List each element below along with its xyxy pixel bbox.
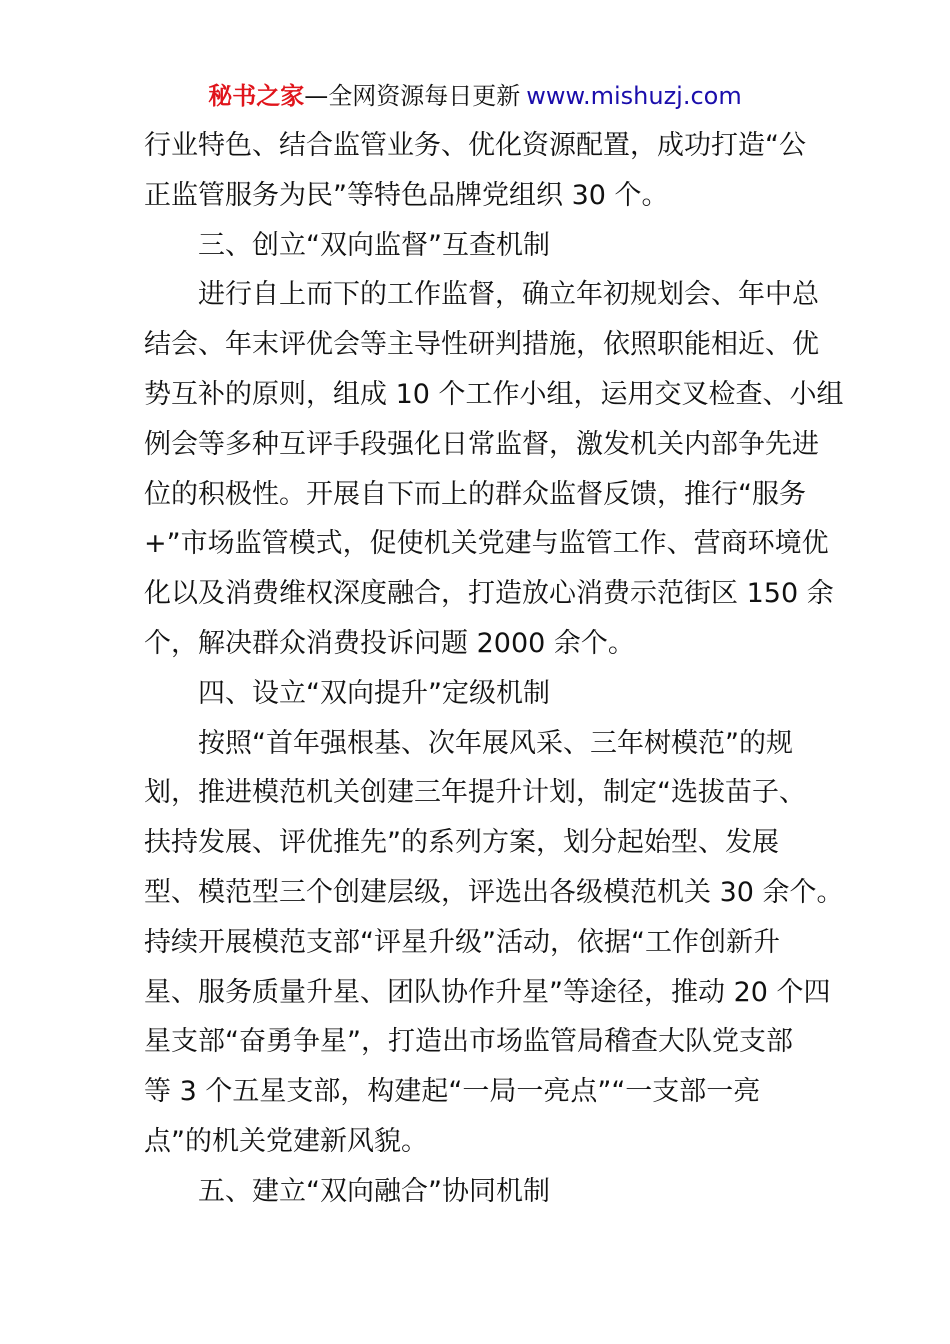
brand-name: 秘书之家 bbox=[208, 82, 305, 110]
body-line: 行业特色、结合监管业务、优化资源配置，成功打造“公 bbox=[144, 130, 806, 161]
body-line: 进行自上而下的工作监督，确立年初规划会、年中总 bbox=[144, 279, 819, 311]
body-line: 型、模范型三个创建层级，评选出各级模范机关 30 余个。 bbox=[144, 876, 844, 908]
body-line: +”市场监管模式，促使机关党建与监管工作、营商环境优 bbox=[144, 528, 829, 560]
section-heading: 四、设立“双向提升”定级机制 bbox=[144, 677, 550, 709]
site-url-link[interactable]: www.mishuzj.com bbox=[526, 82, 742, 110]
section-heading: 五、建立“双向融合”协同机制 bbox=[144, 1175, 550, 1207]
body-line: 例会等多种互评手段强化日常监督，激发机关内部争先进 bbox=[144, 428, 819, 460]
body-line: 扶持发展、评优推先”的系列方案，划分起始型、发展 bbox=[144, 827, 779, 859]
body-line: 点”的机关党建新风貌。 bbox=[144, 1125, 428, 1157]
body-line: 正监管服务为民”等特色品牌党组织 30 个。 bbox=[144, 179, 669, 211]
section-heading: 三、创立“双向监督”互查机制 bbox=[144, 229, 550, 261]
body-line: 势互补的原则，组成 10 个工作小组，运用交叉检查、小组 bbox=[144, 378, 844, 410]
body-line: 星、服务质量升星、团队协作升星”等途径，推动 20 个四 bbox=[144, 976, 831, 1008]
body-line: 星支部“奋勇争星”，打造出市场监管局稽查大队党支部 bbox=[144, 1026, 793, 1058]
body-line: 划，推进模范机关创建三年提升计划，制定“选拔苗子、 bbox=[144, 777, 806, 809]
header-tagline: —全网资源每日更新 bbox=[304, 82, 521, 110]
body-line: 化以及消费维权深度融合，打造放心消费示范街区 150 余 bbox=[144, 578, 834, 610]
body-line: 按照“首年强根基、次年展风采、三年树模范”的规 bbox=[144, 727, 793, 759]
body-line: 等 3 个五星支部，构建起“一局一亮点”“一支部一亮 bbox=[144, 1076, 761, 1108]
body-line: 位的积极性。开展自下而上的群众监督反馈，推行“服务 bbox=[144, 478, 806, 510]
document-body bbox=[144, 121, 844, 1217]
body-line: 结会、年末评优会等主导性研判措施，依照职能相近、优 bbox=[144, 329, 819, 361]
body-line: 个，解决群众消费投诉问题 2000 余个。 bbox=[144, 627, 635, 659]
site-header bbox=[0, 80, 950, 112]
body-line: 持续开展模范支部“评星升级”活动，依据“工作创新升 bbox=[144, 926, 780, 958]
